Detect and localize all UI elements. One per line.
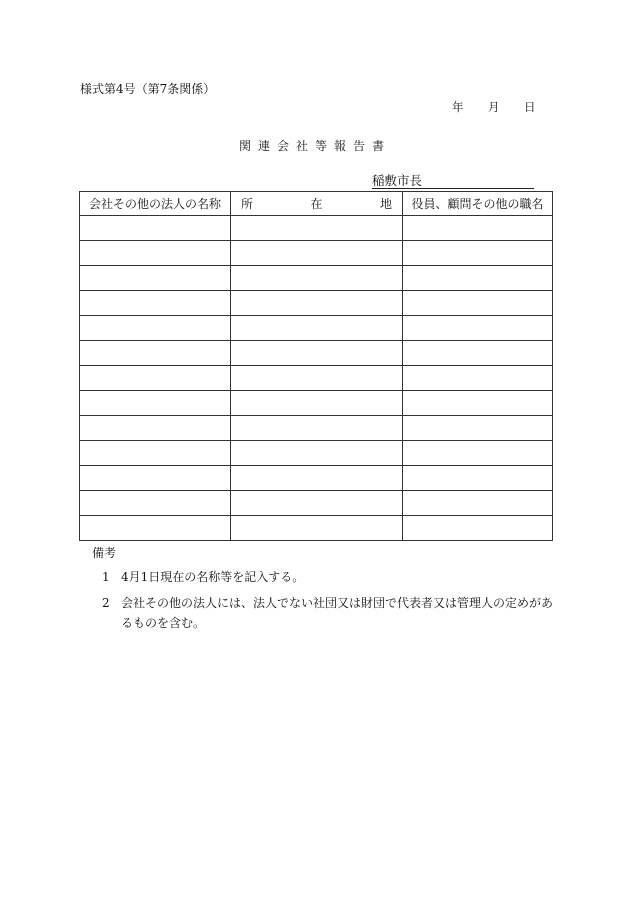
cell-address[interactable] xyxy=(231,341,403,366)
cell-position[interactable] xyxy=(403,241,553,266)
cell-address[interactable] xyxy=(231,266,403,291)
notes-section xyxy=(92,544,562,639)
table-row xyxy=(80,216,553,241)
table-row xyxy=(80,391,553,416)
table-row xyxy=(80,416,553,441)
header-address-char-3: 地 xyxy=(379,197,392,211)
cell-address[interactable] xyxy=(231,391,403,416)
table-row xyxy=(80,491,553,516)
table-row xyxy=(80,241,553,266)
table-row xyxy=(80,266,553,291)
table-body xyxy=(80,216,553,541)
cell-address[interactable] xyxy=(231,291,403,316)
cell-position[interactable] xyxy=(403,416,553,441)
cell-address[interactable] xyxy=(231,366,403,391)
cell-position[interactable] xyxy=(403,491,553,516)
cell-position[interactable] xyxy=(403,441,553,466)
cell-company-name[interactable] xyxy=(80,241,231,266)
cell-position[interactable] xyxy=(403,316,553,341)
header-address-char-2: 在 xyxy=(310,197,323,211)
date-month-label: 月 xyxy=(488,100,500,114)
cell-company-name[interactable] xyxy=(80,416,231,441)
table-header-row xyxy=(80,192,553,216)
cell-position[interactable] xyxy=(403,291,553,316)
cell-address[interactable] xyxy=(231,466,403,491)
notes-heading: 備考 xyxy=(92,546,117,560)
cell-position[interactable] xyxy=(403,391,553,416)
cell-position[interactable] xyxy=(403,266,553,291)
table-row xyxy=(80,466,553,491)
header-company-name: 会社その他の法人の名称 xyxy=(80,192,231,216)
cell-position[interactable] xyxy=(403,341,553,366)
note-number: 2 xyxy=(102,596,110,610)
cell-position[interactable] xyxy=(403,216,553,241)
cell-position[interactable] xyxy=(403,466,553,491)
table-row xyxy=(80,341,553,366)
header-position: 役員、顧問その他の職名 xyxy=(403,192,553,216)
cell-company-name[interactable] xyxy=(80,391,231,416)
table-row xyxy=(80,441,553,466)
cell-company-name[interactable] xyxy=(80,491,231,516)
header-address xyxy=(231,192,403,216)
header-address-char-1: 所 xyxy=(241,197,254,211)
table-row xyxy=(80,316,553,341)
form-number: 様式第4号（第7条関係） xyxy=(80,82,216,96)
cell-company-name[interactable] xyxy=(80,441,231,466)
cell-company-name[interactable] xyxy=(80,316,231,341)
cell-company-name[interactable] xyxy=(80,466,231,491)
table-row xyxy=(80,291,553,316)
date-year-label: 年 xyxy=(452,100,464,114)
cell-address[interactable] xyxy=(231,216,403,241)
cell-address[interactable] xyxy=(231,516,403,541)
cell-position[interactable] xyxy=(403,366,553,391)
cell-company-name[interactable] xyxy=(80,516,231,541)
document-title: 関連会社等報告書 xyxy=(238,139,391,153)
note-item-1 xyxy=(92,567,562,587)
note-text: 4月1日現在の名称等を記入する。 xyxy=(121,570,305,584)
note-number: 1 xyxy=(102,570,110,584)
cell-address[interactable] xyxy=(231,416,403,441)
cell-company-name[interactable] xyxy=(80,341,231,366)
table-row xyxy=(80,366,553,391)
cell-company-name[interactable] xyxy=(80,266,231,291)
cell-address[interactable] xyxy=(231,491,403,516)
cell-company-name[interactable] xyxy=(80,366,231,391)
cell-address[interactable] xyxy=(231,241,403,266)
cell-company-name[interactable] xyxy=(80,216,231,241)
cell-address[interactable] xyxy=(231,316,403,341)
table-row xyxy=(80,516,553,541)
cell-position[interactable] xyxy=(403,516,553,541)
addressee: 稲敷市長 xyxy=(372,173,534,189)
report-table xyxy=(79,191,553,541)
date-line xyxy=(452,99,536,115)
note-text: 会社その他の法人には、法人でない社団又は財団で代表者又は管理人の定めがあるものを含む。 xyxy=(121,596,554,630)
cell-company-name[interactable] xyxy=(80,291,231,316)
cell-address[interactable] xyxy=(231,441,403,466)
date-day-label: 日 xyxy=(524,100,536,114)
note-item-2 xyxy=(92,593,562,633)
